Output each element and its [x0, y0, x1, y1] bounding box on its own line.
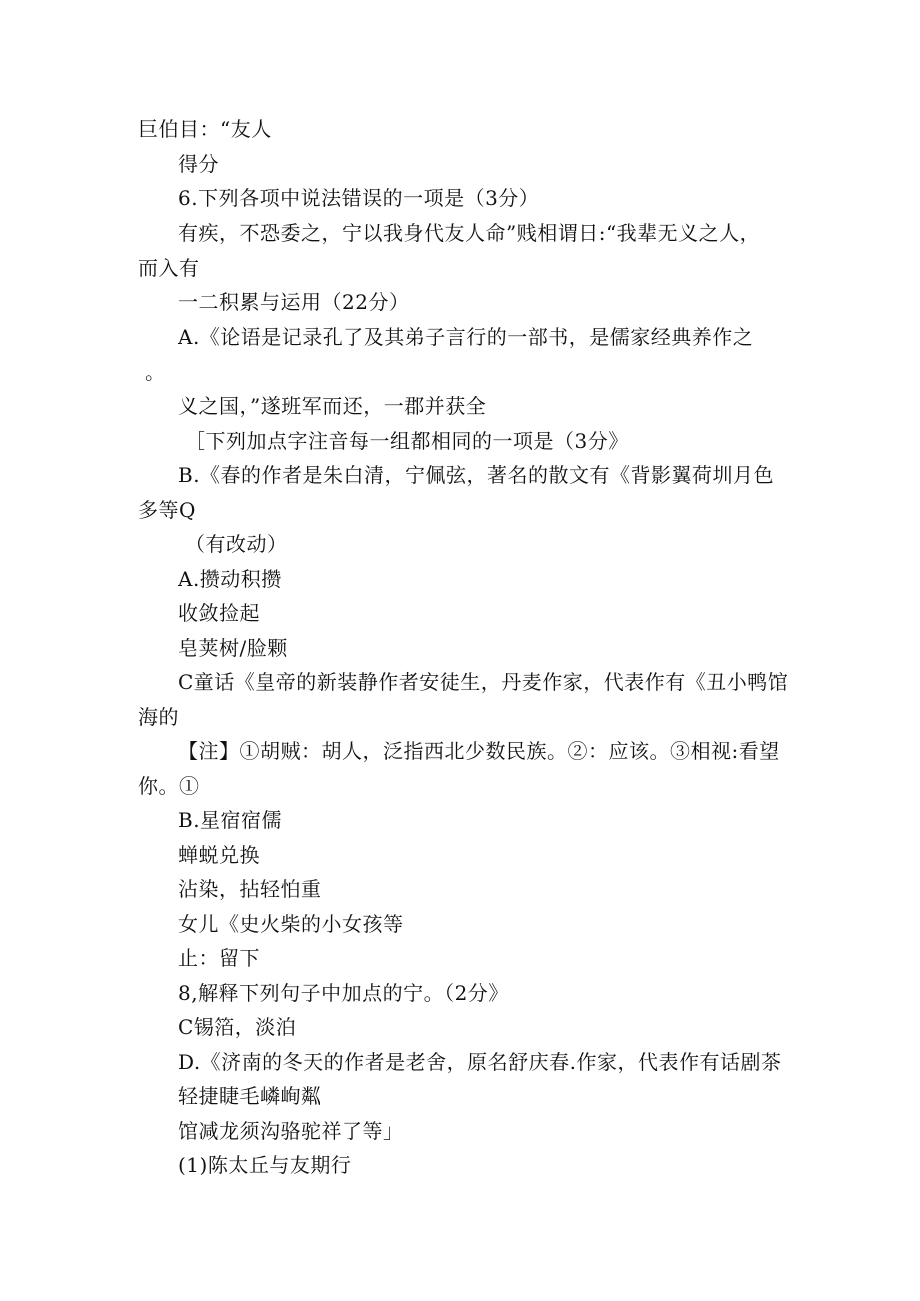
option-a-line: A.《论语是记录孔了及其弟子言行的一部书，是儒家经典养作之	[178, 325, 754, 349]
note-line: 【注】①胡贼：胡人，泛指西北少数民族。②：应该。③相视:看望	[178, 739, 780, 763]
text-line-25: 止：留下	[178, 946, 260, 970]
question-6-title: 6.下列各项中说法错误的一项是（3分）	[178, 186, 540, 210]
text-line-23: 沾染，拈轻怕重	[178, 877, 322, 901]
option-d-line: D.《济南的冬天的作者是老舍，原名舒庆春.作家，代表作有话剧茶	[178, 1050, 782, 1074]
text-line-5: 而入有	[138, 256, 200, 280]
option-c-words: C锡箔，淡泊	[178, 1015, 297, 1039]
text-line-18: 海的	[138, 705, 179, 729]
section-title: 一二积累与运用（22分）	[178, 290, 410, 314]
text-line-15: 收敛捡起	[178, 601, 260, 625]
question-title: ［下列加点字注音每一组都相同的一项是（3分》	[185, 429, 629, 453]
text-line-13: （有改动）	[185, 532, 288, 556]
option-c-line: C童话《皇帝的新装静作者安徒生，丹麦作家，代表作有《丑小鸭馆	[178, 670, 789, 694]
text-line-12: 多等Q	[138, 498, 196, 522]
text-line-8: 。	[145, 360, 166, 384]
text-line-2: 得分	[178, 152, 219, 176]
option-a-words: A.攒动积攒	[178, 567, 282, 591]
text-line-1: 巨伯目：“友人	[138, 117, 272, 141]
option-b-line: B.《春的作者是朱白清，宁佩弦，著名的散文有《背影翼荷圳月色	[178, 463, 775, 487]
text-line-29: 轻捷睫毛嶙峋粼	[178, 1084, 322, 1108]
text-line-30: 馆减龙须沟骆驼祥了等」	[178, 1119, 404, 1143]
option-b-words: B.星宿宿儒	[178, 808, 283, 832]
text-line-9: 义之国，”遂班军而还，一郡并获全	[178, 394, 487, 418]
subquestion-1: (1)陈太丘与友期行	[178, 1153, 352, 1177]
text-line-24: 女儿《史火柴的小女孩等	[178, 912, 404, 936]
text-line-16: 皂荚树/脸颗	[178, 636, 288, 660]
text-line-4: 有疾，不恐委之，宁以我身代友人命”贱相谓日:“我辈无义之人，	[178, 221, 761, 245]
question-8-title: 8,解释下列句子中加点的宁。（2分》	[178, 981, 509, 1005]
text-line-22: 蝉蜕兑换	[178, 843, 260, 867]
text-line-20: 你。①	[138, 774, 200, 798]
